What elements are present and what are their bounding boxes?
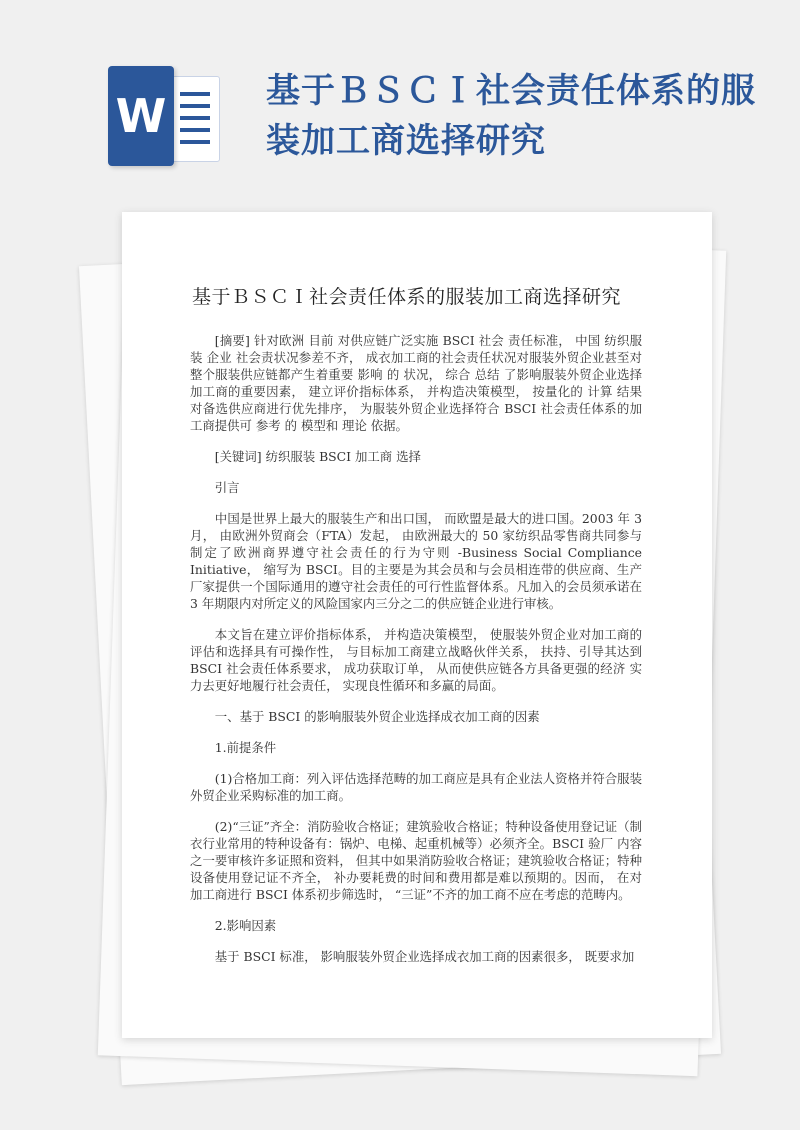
section-heading: 引言 [214,480,240,495]
subsection-heading: 2.影响因素 [214,918,277,933]
header-title: 基于ＢＳＣＩ社会责任体系的服装加工商选择研究 [266,71,756,161]
body-paragraph: 本文旨在建立评价指标体系， 并构造决策模型， 使服装外贸企业对加工商的评估和选择具有可操作性， 与目标加工商建立战略伙伴关系， 扶持、引导其达到 BSCI 社会责任体系要求， 成功获取订单， 从而使供应链各方具备更强的经济 实力去更好地履行社会责任， 实现良性循环和多赢的局面。 [190,627,642,693]
body-paragraph: (1)合格加工商：列入评估选择范畴的加工商应是具有企业法人资格并符合服装外贸企业采购标准的加工商。 [190,771,642,803]
text-line-icon [180,116,210,120]
text-line-icon [180,92,210,96]
body-paragraph: 基于 BSCI 标准， 影响服装外贸企业选择成衣加工商的因素很多， 既要求加 [214,949,635,964]
subsection-heading: 1.前提条件 [214,740,277,755]
body-paragraph: 中国是世界上最大的服装生产和出口国， 而欧盟是最大的进口国。2003 年 3 月， 由欧洲外贸商会（FTA）发起， 由欧洲最大的 50 家纺织品零售商共同参与制定了欧洲商界遵守社会责任的行为守则 -Business Social Compliance Initiative， 缩写为 BSCI。目的主要是为其会员和与会员相连带的供应商、生产厂家提供一个国际通用的遵守社会责任的可行性监督体系。凡加入的会员须承诺在 3 年期限内对所定义的风险国家内三分之二的供应链企业进行审核。 [190,511,642,611]
section-heading: 一、基于 BSCI 的影响服装外贸企业选择成衣加工商的因素 [214,709,540,724]
keywords-paragraph: [关键词] 纺织服装 BSCI 加工商 选择 [214,449,421,464]
document-title: 基于ＢＳＣＩ社会责任体系的服装加工商选择研究 [192,286,622,308]
text-line-icon [180,128,210,132]
word-badge: W [108,66,174,166]
text-line-icon [180,104,210,108]
document-page [122,212,712,1038]
page-header [0,0,800,200]
text-line-icon [180,140,210,144]
abstract-paragraph: [摘要] 针对欧洲 目前 对供应链广泛实施 BSCI 社会 责任标准， 中国 纺织服装 企业 社会责状况参差不齐， 成衣加工商的社会责任状况对服装外贸企业甚至对整个服装供应链都产生着重要 影响 的 状况， 综合 总结 了影响服装外贸企业选择加工商的重要因素， 建立评价指标体系， 并构造决策模型， 按量化的 计算 结果对备选供应商进行优先排序， 为服装外贸企业选择符合 BSCI 社会责任体系的加工商提供可 参考 的 模型和 理论 依据。 [190,333,642,433]
document-body [190,332,642,979]
word-document-icon [108,66,220,166]
body-paragraph: (2)“三证”齐全：消防验收合格证；建筑验收合格证；特种设备使用登记证（制衣行业常用的特种设备有：锅炉、电梯、起重机械等）必须齐全。BSCI 验厂 内容 之一要审核许多证照和资料， 但其中如果消防验收合格证；建筑验收合格证；特种设备使用登记证不齐全， 补办要耗费的时间和费用都是难以预期的。因而， 在对加工商进行 BSCI 体系初步筛选时， “三证”不齐的加工商不应在考虑的范畴内。 [190,819,642,902]
